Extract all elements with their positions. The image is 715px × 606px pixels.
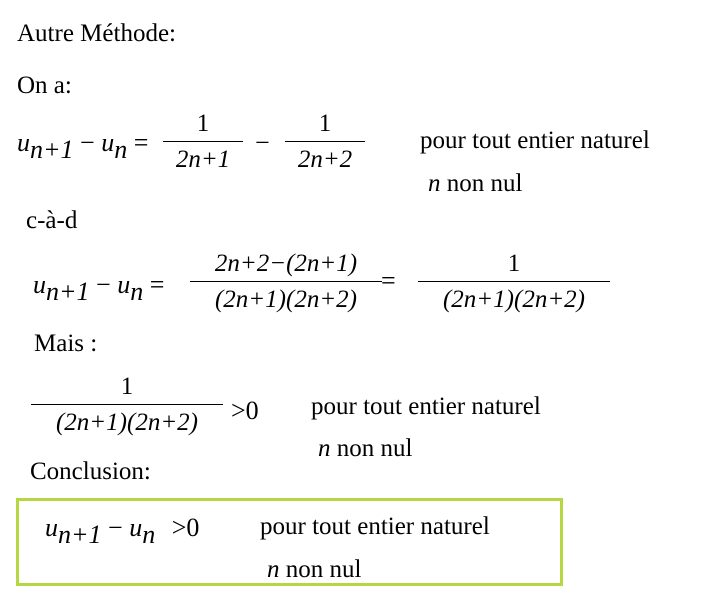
fraction-simplified: 1 (2n+1)(2n+2) <box>418 250 610 314</box>
condition-text-2: pour tout entier naturel <box>311 393 541 420</box>
cad-label: c-à-d <box>26 207 78 234</box>
condition-text-1: pour tout entier naturel <box>420 127 650 154</box>
condition-n-nonzero-1: n non nul <box>428 170 523 197</box>
difference-expression-2: un+1 − un = <box>33 270 165 306</box>
condition-n-nonzero-2: n non nul <box>318 435 413 462</box>
fraction-1-over-2n-plus-1: 1 2n+1 <box>163 110 243 174</box>
premise-label: On a: <box>17 72 72 99</box>
mais-label: Mais : <box>34 330 98 357</box>
page-title: Autre Méthode: <box>17 20 176 47</box>
fraction-positive: 1 (2n+1)(2n+2) <box>31 373 223 437</box>
conclusion-label: Conclusion: <box>30 458 151 485</box>
greater-than-zero: >0 <box>231 396 259 425</box>
minus-sign: − <box>255 128 270 157</box>
fraction-1-over-2n-plus-2: 1 2n+2 <box>285 110 365 174</box>
boxed-difference-expression: un+1 − un >0 <box>45 513 200 549</box>
boxed-condition-text: pour tout entier naturel <box>260 513 490 540</box>
equals-sign: = <box>381 266 396 295</box>
fraction-combined: 2n+2−(2n+1) (2n+1)(2n+2) <box>190 250 382 314</box>
difference-expression-1: un+1 − un = <box>17 128 149 164</box>
boxed-condition-n-nonzero: n non nul <box>267 556 362 583</box>
